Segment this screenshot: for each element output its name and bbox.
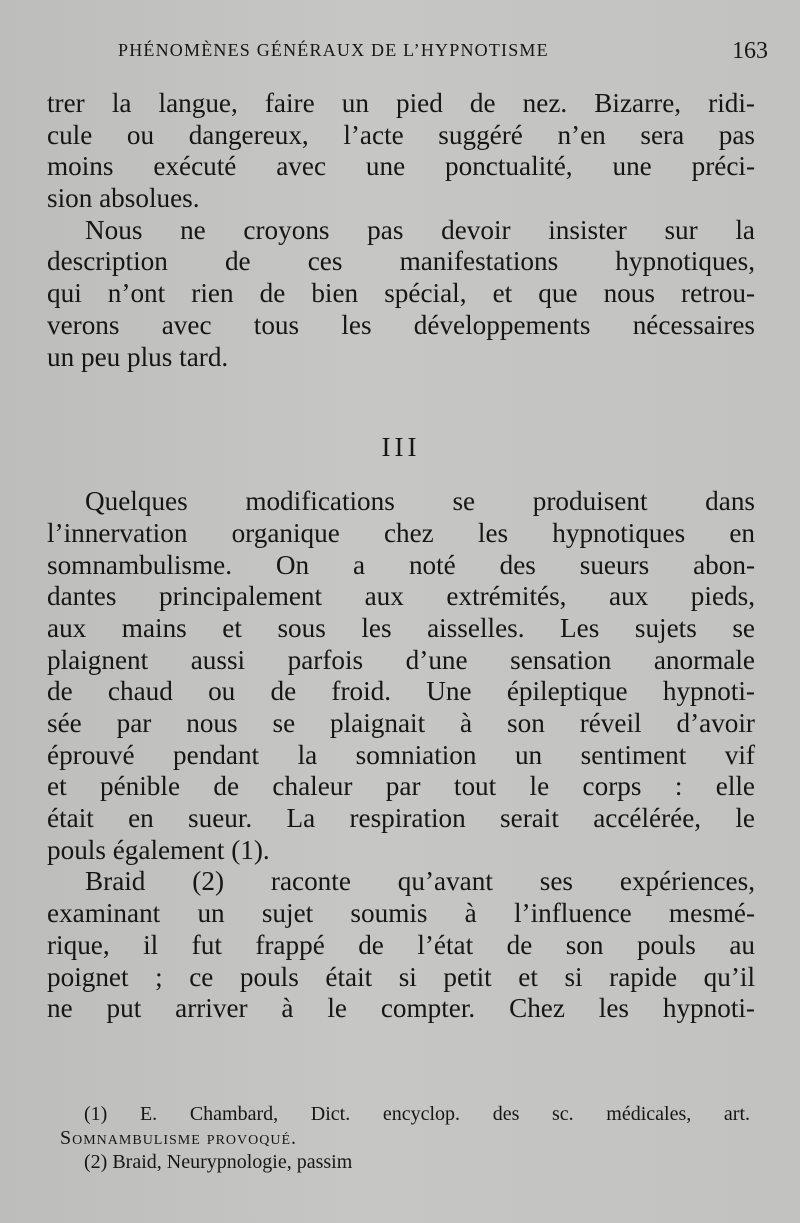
text-line: examinant un sujet soumis à l’influence mesmé- xyxy=(47,898,755,929)
text-line: rique, il fut frappé de l’état de son pouls au xyxy=(47,929,755,960)
footnote-1-line-1: (1) E. Chambard, Dict. encyclop. des sc. médicales, art. xyxy=(84,1103,750,1125)
text-line: poignet ; ce pouls était si petit et si rapide qu’il xyxy=(47,961,755,992)
paragraph xyxy=(47,215,755,373)
text-line: verons avec tous les développements nécessaires xyxy=(47,309,755,340)
text-line: Quelques modifications se produisent dans xyxy=(85,486,755,517)
text-line: de chaud ou de froid. Une épileptique hypnoti- xyxy=(47,676,755,707)
text-line: dantes principalement aux extrémités, aux pieds, xyxy=(47,581,755,612)
text-line: trer la langue, faire un pied de nez. Bizarre, ridi- xyxy=(47,88,755,118)
page-header xyxy=(118,40,768,76)
footnote-1-line-2: Somnambulisme provoqué. xyxy=(60,1127,298,1149)
paragraph xyxy=(47,88,755,215)
text-line: était en sueur. La respiration serait accélérée, le xyxy=(47,803,755,834)
text-line: éprouvé pendant la somniation un sentiment vif xyxy=(47,739,755,770)
paragraph xyxy=(47,486,755,866)
paragraph xyxy=(47,866,755,1024)
text-line: moins exécuté avec une ponctualité, une préci- xyxy=(47,151,755,182)
text-line: qui n’ont rien de bien spécial, et que nous retrou- xyxy=(47,278,755,309)
text-line: Nous ne croyons pas devoir insister sur la xyxy=(85,214,755,245)
footnote-2-line-1: (2) Braid, Neurypnologie, passim xyxy=(84,1151,353,1173)
text-line: l’innervation organique chez les hypnotiques en xyxy=(47,517,755,548)
running-head: PHÉNOMÈNES GÉNÉRAUX DE L’HYPNOTISME xyxy=(118,40,549,60)
text-line: pouls également (1). xyxy=(47,834,270,865)
footnotes xyxy=(60,1102,750,1174)
text-line: ne put arriver à le compter. Chez les hypnoti- xyxy=(47,993,755,1024)
text-line: sion absolues. xyxy=(47,183,200,214)
text-line: aux mains et sous les aisselles. Les sujets se xyxy=(47,612,755,643)
text-line: et pénible de chaleur par tout le corps : elle xyxy=(47,771,755,802)
text-line: description de ces manifestations hypnotiques, xyxy=(47,246,755,277)
text-line: plaignent aussi parfois d’une sensation anormale xyxy=(47,644,755,675)
section-heading: III xyxy=(381,432,421,463)
page-number: 163 xyxy=(732,38,768,64)
text-line: un peu plus tard. xyxy=(47,341,229,372)
text-line: Braid (2) raconte qu’avant ses expériences, xyxy=(85,866,755,897)
text-line: sée par nous se plaignait à son réveil d’avoir xyxy=(47,708,755,738)
text-line: cule ou dangereux, l’acte suggéré n’en sera pas xyxy=(47,119,755,150)
text-line: somnambulisme. On a noté des sueurs abon- xyxy=(47,549,755,580)
page-body xyxy=(47,88,755,1025)
